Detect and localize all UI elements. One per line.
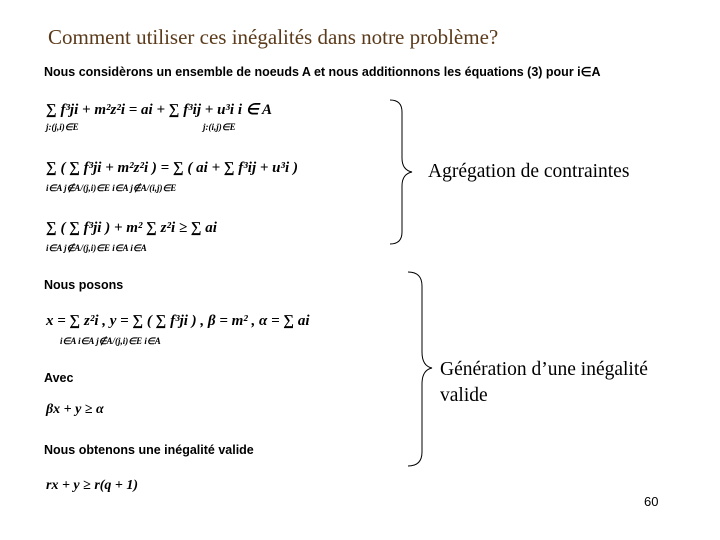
- equation-2-subscript: i∈A j∉A/(j,i)∈E i∈A j∉A/(i,j)∈E: [46, 183, 177, 193]
- callout-generation-line2: valide: [440, 385, 488, 406]
- callout-generation-line1: Génération d’une inégalité: [440, 359, 648, 380]
- nous-obtenons-label: Nous obtenons une inégalité valide: [44, 443, 254, 457]
- equation-3: ∑ ( ∑ f³ji ) + m² ∑ z²i ≥ ∑ ai: [46, 220, 217, 236]
- equation-3-subscript: i∈A j∉A/(j,i)∈E i∈A i∈A: [46, 243, 147, 253]
- callout-aggregation: Agrégation de contraintes: [428, 161, 630, 182]
- top-brace: [390, 100, 412, 244]
- equation-2: ∑ ( ∑ f³ji + m²z²i ) = ∑ ( ai + ∑ f³ij + u³i ): [46, 160, 298, 176]
- avec-label: Avec: [44, 371, 74, 385]
- final-inequality: rx + y ≥ r(q + 1): [46, 478, 139, 493]
- definitions-subscript: i∈A i∈A j∉A/(j,i)∈E i∈A: [60, 336, 161, 346]
- intro-text: Nous considèrons un ensemble de noeuds A et nous additionnons les équations (3) pour i∈A: [44, 65, 601, 79]
- equation-1: ∑ f³ji + m²z²i = ai + ∑ f³ij + u³i i ∈ A: [46, 102, 273, 118]
- slide-title: Comment utiliser ces inégalités dans notre problème?: [48, 25, 499, 49]
- equation-1-subscript-left: j:(j,i)∈E: [46, 122, 79, 132]
- definitions-equation: x = ∑ z²i , y = ∑ ( ∑ f³ji ) , β = m² , α = ∑ ai: [46, 313, 310, 329]
- page-number: 60: [644, 494, 659, 509]
- nous-posons-label: Nous posons: [44, 278, 124, 292]
- bottom-brace: [408, 272, 432, 466]
- equation-1-subscript-right: j:(i,j)∈E: [203, 122, 236, 132]
- avec-inequality: βx + y ≥ α: [46, 402, 104, 417]
